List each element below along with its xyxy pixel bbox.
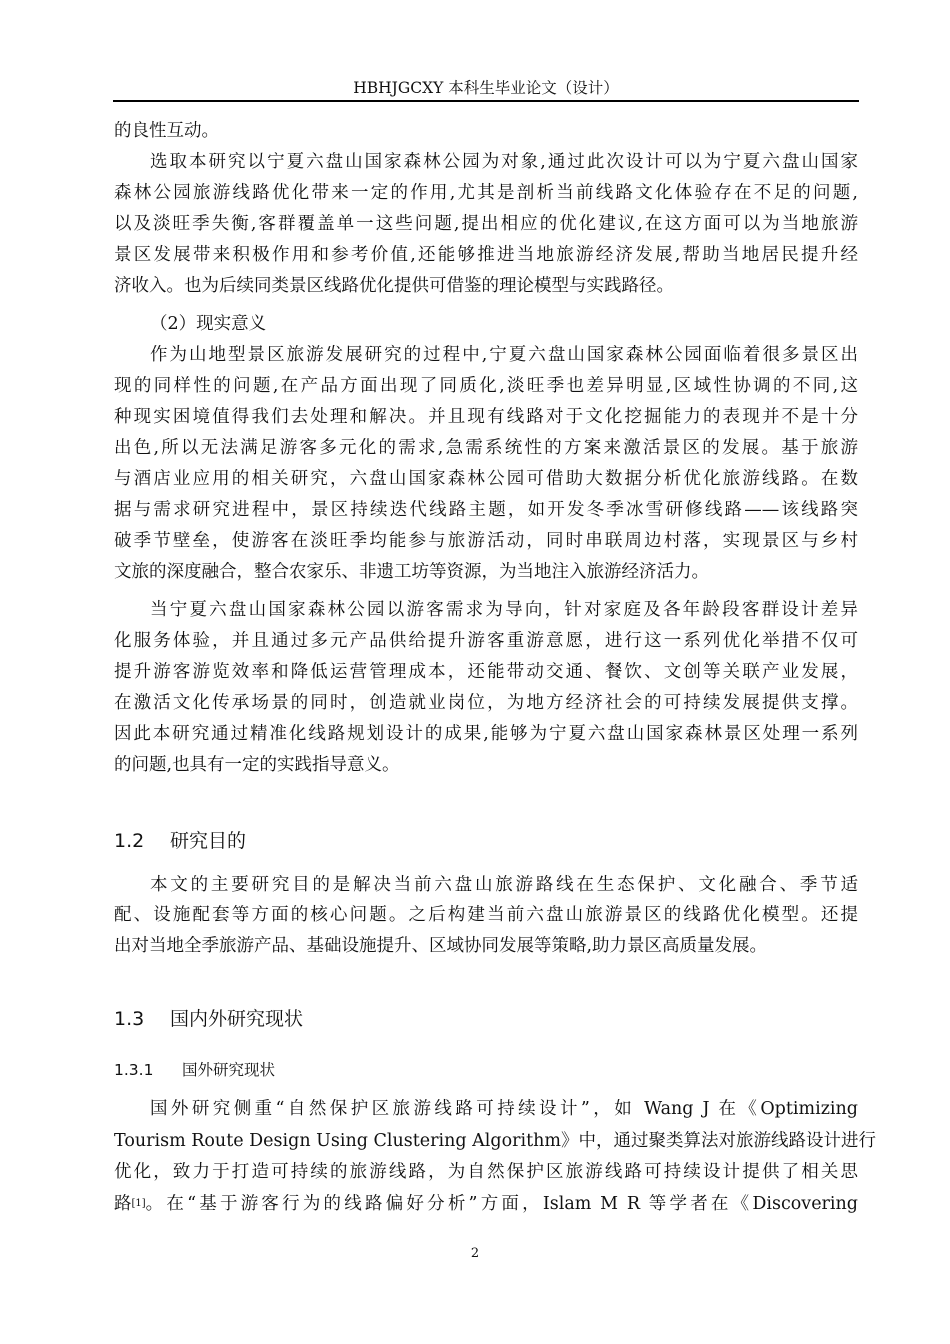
text-line: 的问题,也具有一定的实践指导意义。	[114, 755, 400, 775]
text-line: 种现实困境值得我们去处理和解决。并且现有线路对于文化挖掘能力的表现并不是十分	[114, 407, 858, 427]
text-line: 现的同样性的问题,在产品方面出现了同质化,淡旺季也差异明显,区域性协调的不同,这	[114, 376, 858, 396]
text-fragment: 路	[114, 1194, 132, 1214]
text-line: 出对当地全季旅游产品、基础设施提升、区域协同发展等策略,助力景区高质量发展。	[114, 936, 768, 956]
heading-number: 1.3	[114, 1008, 145, 1030]
running-header: HBHJGCXY 本科生毕业论文（设计）	[353, 79, 619, 97]
text-line: 济收入。也为后续同类景区线路优化提供可借鉴的理论模型与实践路径。	[114, 276, 674, 296]
text-line: 提升游客游览效率和降低运营管理成本，还能带动交通、餐饮、文创等关联产业发展，	[114, 662, 858, 682]
text-line: 的良性互动。	[114, 121, 219, 141]
heading-text: 国外研究现状	[182, 1061, 276, 1079]
heading-text: 研究目的	[170, 830, 247, 852]
citation-ref[interactable]: [1]	[131, 1198, 146, 1209]
subsection-label: （2）现实意义	[150, 314, 267, 334]
text-fragment: 。在“基于游客行为的线路偏好分析”方面，Islam M R 等学者在《Discovering	[145, 1194, 858, 1214]
text-line: 在激活文化传承场景的同时，创造就业岗位，为地方经济社会的可持续发展提供支撑。	[114, 693, 858, 713]
text-line: 作为山地型景区旅游发展研究的过程中,宁夏六盘山国家森林公园面临着很多景区出	[150, 345, 858, 365]
text-line: 森林公园旅游线路优化带来一定的作用,尤其是剖析当前线路文化体验存在不足的问题,	[114, 183, 858, 203]
text-line: 优化，致力于打造可持续的旅游线路，为自然保护区旅游线路可持续设计提供了相关思	[114, 1162, 858, 1182]
text-line	[114, 1193, 858, 1215]
text-line: Tourism Route Design Using Clustering Algorithm》中，通过聚类算法对旅游线路设计进行	[114, 1131, 876, 1151]
text-line: 与酒店业应用的相关研究，六盘山国家森林公园可借助大数据分析优化旅游线路。在数	[114, 469, 858, 489]
text-line: 文旅的深度融合，整合农家乐、非遗工坊等资源，为当地注入旅游经济活力。	[114, 562, 709, 582]
text-line: 因此本研究通过精准化线路规划设计的成果,能够为宁夏六盘山国家森林景区处理一系列	[114, 724, 858, 744]
text-line: 以及淡旺季失衡,客群覆盖单一这些问题,提出相应的优化建议,在这方面可以为当地旅游	[114, 214, 858, 234]
text-line: 破季节壁垒，使游客在淡旺季均能参与旅游活动，同时串联周边村落，实现景区与乡村	[114, 531, 858, 551]
text-line: 国外研究侧重“自然保护区旅游线路可持续设计”，如 Wang J 在《Optimizing	[150, 1099, 858, 1119]
text-line: 据与需求研究进程中，景区持续迭代线路主题，如开发冬季冰雪研修线路——该线路突	[114, 500, 858, 520]
text-line: 本文的主要研究目的是解决当前六盘山旅游路线在生态保护、文化融合、季节适	[150, 875, 858, 895]
heading-1-3	[114, 1004, 303, 1031]
page-number: 2	[470, 1246, 480, 1261]
header-rule	[113, 100, 859, 102]
heading-number: 1.2	[114, 830, 145, 852]
text-line: 化服务体验，并且通过多元产品供给提升游客重游意愿，进行这一系列优化举措不仅可	[114, 631, 858, 651]
heading-1-3-1	[114, 1058, 275, 1080]
text-line: 配、设施配套等方面的核心问题。之后构建当前六盘山旅游景区的线路优化模型。还提	[114, 905, 858, 925]
heading-text: 国内外研究现状	[170, 1008, 304, 1030]
text-line: 选取本研究以宁夏六盘山国家森林公园为对象,通过此次设计可以为宁夏六盘山国家	[150, 152, 858, 172]
text-line: 当宁夏六盘山国家森林公园以游客需求为导向，针对家庭及各年龄段客群设计差异	[150, 600, 858, 620]
text-line: 景区发展带来积极作用和参考价值,还能够推进当地旅游经济发展,帮助当地居民提升经	[114, 245, 858, 265]
heading-1-2	[114, 826, 246, 853]
text-line: 出色,所以无法满足游客多元化的需求,急需系统性的方案来激活景区的发展。基于旅游	[114, 438, 858, 458]
heading-number: 1.3.1	[114, 1061, 154, 1079]
